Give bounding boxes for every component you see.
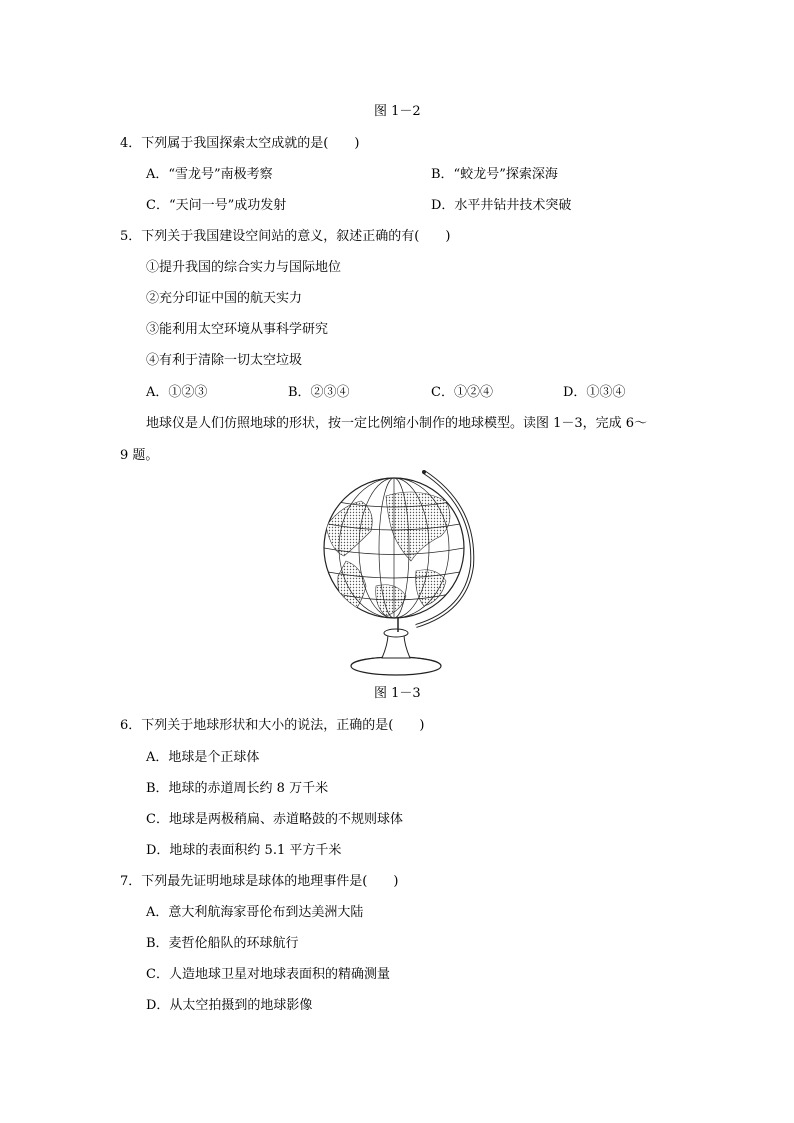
question-6-option-d: D．地球的表面积约 5.1 平方千米: [146, 843, 342, 858]
intro-line-2: 9 题。: [120, 448, 159, 463]
question-5-option-a: A．①②③: [146, 385, 208, 400]
globe-stand-collar: [384, 629, 408, 637]
globe-illustration: [316, 466, 476, 680]
question-5-statement-1: ①提升我国的综合实力与国际地位: [146, 260, 342, 275]
question-7-option-a: A．意大利航海家哥伦布到达美洲大陆: [146, 905, 364, 920]
question-6-option-b: B．地球的赤道周长约 8 万千米: [146, 781, 329, 796]
globe-stand-neck: [382, 634, 410, 658]
question-7-stem: 7．下列最先证明地球是球体的地理事件是( ): [120, 874, 399, 889]
question-6-option-a: A．地球是个正球体: [146, 750, 260, 765]
figure-caption-1-2: 图 1－2: [374, 104, 421, 119]
question-7-option-d: D．从太空拍摄到的地球影像: [146, 998, 313, 1013]
question-5-stem: 5．下列关于我国建设空间站的意义，叙述正确的有( ): [120, 229, 451, 244]
question-4-option-c: C．“天问一号”成功发射: [146, 198, 287, 213]
question-5-option-b: B．②③④: [288, 385, 350, 400]
question-5-statement-4: ④有利于清除一切太空垃圾: [146, 353, 303, 368]
question-6-stem: 6．下列关于地球形状和大小的说法，正确的是( ): [120, 718, 425, 733]
question-7-option-b: B．麦哲伦船队的环球航行: [146, 936, 299, 951]
question-7-option-c: C．人造地球卫星对地球表面积的精确测量: [146, 967, 390, 982]
globe-top-pin: [422, 470, 426, 474]
question-4-option-d: D．水平井钻井技术突破: [431, 198, 572, 213]
question-4-stem: 4．下列属于我国探索太空成就的是( ): [120, 136, 360, 151]
question-5-option-c: C．①②④: [431, 385, 493, 400]
intro-line-1: 地球仪是人们仿照地球的形状，按一定比例缩小制作的地球模型。读图 1－3，完成 6～: [146, 416, 648, 431]
question-5-statement-3: ③能利用太空环境从事科学研究: [146, 322, 329, 337]
question-4-option-b: B．“蛟龙号”探索深海: [431, 167, 558, 182]
question-4-option-a: A．“雪龙号”南极考察: [146, 167, 273, 182]
figure-caption-1-3: 图 1－3: [374, 686, 421, 701]
question-6-option-c: C．地球是两极稍扁、赤道略鼓的不规则球体: [146, 812, 403, 827]
question-5-option-d: D．①③④: [563, 385, 626, 400]
question-5-statement-2: ②充分印证中国的航天实力: [146, 291, 303, 306]
